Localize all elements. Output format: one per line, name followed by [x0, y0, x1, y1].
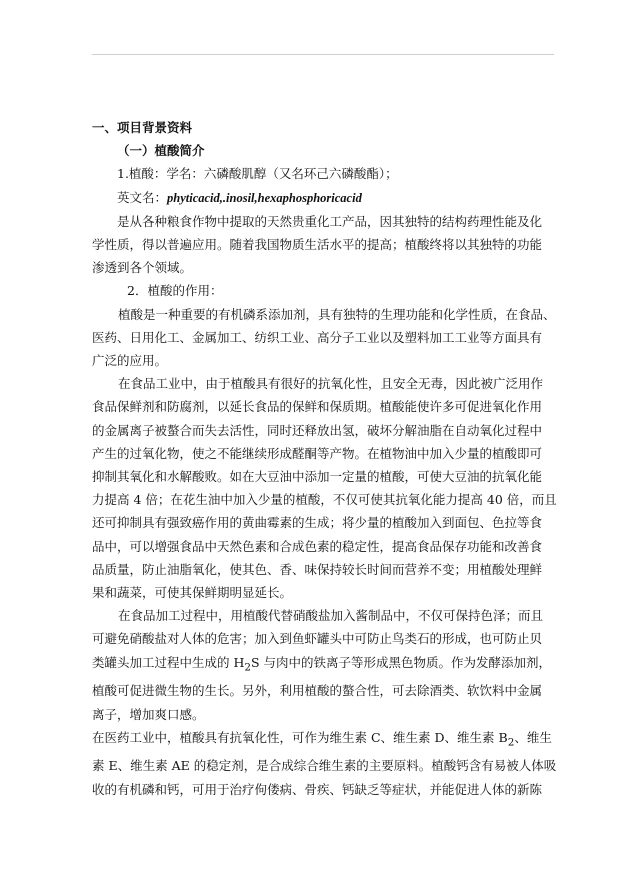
para3-line-4: 植酸可促进微生物的生长。另外，利用植酸的螯合性，可去除酒类、软饮料中金属	[92, 683, 543, 699]
english-name-line	[92, 186, 554, 210]
section-heading: 一、项目背景资料	[92, 120, 193, 135]
intro-desc-line-1: 是从各种粮食作物中提取的天然贵重化工产品，因其独特的结构药理性能及化	[117, 213, 543, 229]
para2-line-2: 食品保鲜剂和防腐剂，以延长食品的保鲜和保质期。植酸能使许多可促进氧化作用	[92, 399, 543, 415]
para2-line-7: 还可抑制具有强致癌作用的黄曲霉素的生成；将少量的植酸加入到面包、色拉等食	[92, 515, 543, 531]
para3-line-3	[92, 651, 554, 680]
para2-line-6: 力提高 4 倍；在花生油中加入少量的植酸，不仅可使其抗氧化能力提高 40 倍，而且	[92, 492, 557, 508]
para2-line-1: 在食品工业中，由于植酸具有很好的抗氧化性，且安全无毒，因此被广泛用作	[118, 376, 544, 392]
para4-line-1	[92, 726, 554, 755]
intro-item-1: 1.植酸：学名：六磷酸肌醇（又名环己六磷酸酯）；	[117, 166, 398, 182]
para4-line-3: 收的有机磷和钙，可用于治疗佝偻病、骨疾、钙缺乏等症状，并能促进人体的新陈	[92, 781, 543, 797]
subscript-2: 2	[507, 736, 515, 749]
para3-line-3-text-a: 类罐头加工过程中生成的 H	[92, 654, 245, 670]
para2-line-5: 抑制其氧化和水解酸败。如在大豆油中添加一定量的植酸，可使大豆油的抗氧化能	[92, 469, 543, 485]
para3-line-3-text-b: S 与肉中的铁离子等形成黑色物质。作为发酵添加剂，	[251, 654, 552, 670]
para2-line-8: 品中，可以增强食品中天然色素和合成色素的稳定性，提高食品保存功能和改善食	[92, 538, 543, 554]
para1-line-2: 医药、日用化工、金属加工、纺织工业、高分子工业以及塑料加工工业等方面具有	[92, 329, 543, 345]
para1-line-1: 植酸是一种重要的有机磷系添加剂，具有独特的生理功能和化学性质，在食品、	[118, 306, 556, 322]
para1-line-3: 广泛的应用。	[92, 353, 168, 369]
para4-line-2: 素 E、维生素 AE 的稳定剂，是合成综合维生素的主要原料。植酸钙含有易被人体吸	[92, 758, 557, 774]
para2-line-3: 的金属离子被螯合而失去活性，同时还释放出氢，破坏分解油脂在自动氧化过程中	[92, 422, 543, 438]
document-body	[92, 116, 557, 801]
para2-line-4: 产生的过氧化物，使之不能继续形成醛酮等产物。在植物油中加入少量的植酸即可	[92, 445, 543, 461]
para3-line-2: 可避免硝酸盐对人体的危害；加入到鱼虾罐头中可防止鸟类石的形成，也可防止贝	[92, 631, 543, 647]
para3-line-5: 离子，增加爽口感。	[92, 706, 205, 722]
english-name: phyticacid,.inosil,hexaphosphoricacid	[167, 190, 362, 205]
role-item-2: 2．植酸的作用：	[127, 283, 223, 299]
intro-desc-line-3: 渗透到各个领域。	[92, 260, 193, 276]
para2-line-9: 品质量，防止油脂氧化，使其色、香、味保持较长时间而营养不变；用植酸处理鲜	[92, 561, 543, 577]
header-rule	[92, 54, 554, 55]
para3-line-1: 在食品加工过程中，用植酸代替硝酸盐加入酱制品中，不仅可保持色泽；而且	[118, 608, 544, 624]
english-name-label: 英文名：	[117, 189, 168, 205]
para4-line-1-text-b: 、维生	[514, 729, 552, 745]
subsection-heading: （一）植酸简介	[117, 143, 205, 159]
subscript-2: 2	[244, 661, 251, 674]
intro-desc-line-2: 学性质，得以普遍应用。随着我国物质生活水平的提高；植酸终将以其独特的功能	[92, 237, 543, 253]
para2-line-10: 果和蔬菜，可使其保鲜期明显延长。	[92, 585, 293, 601]
para4-line-1-text-a: 在医药工业中，植酸具有抗氧化性，可作为维生素 C、维生素 D、维生素 B	[92, 729, 508, 745]
